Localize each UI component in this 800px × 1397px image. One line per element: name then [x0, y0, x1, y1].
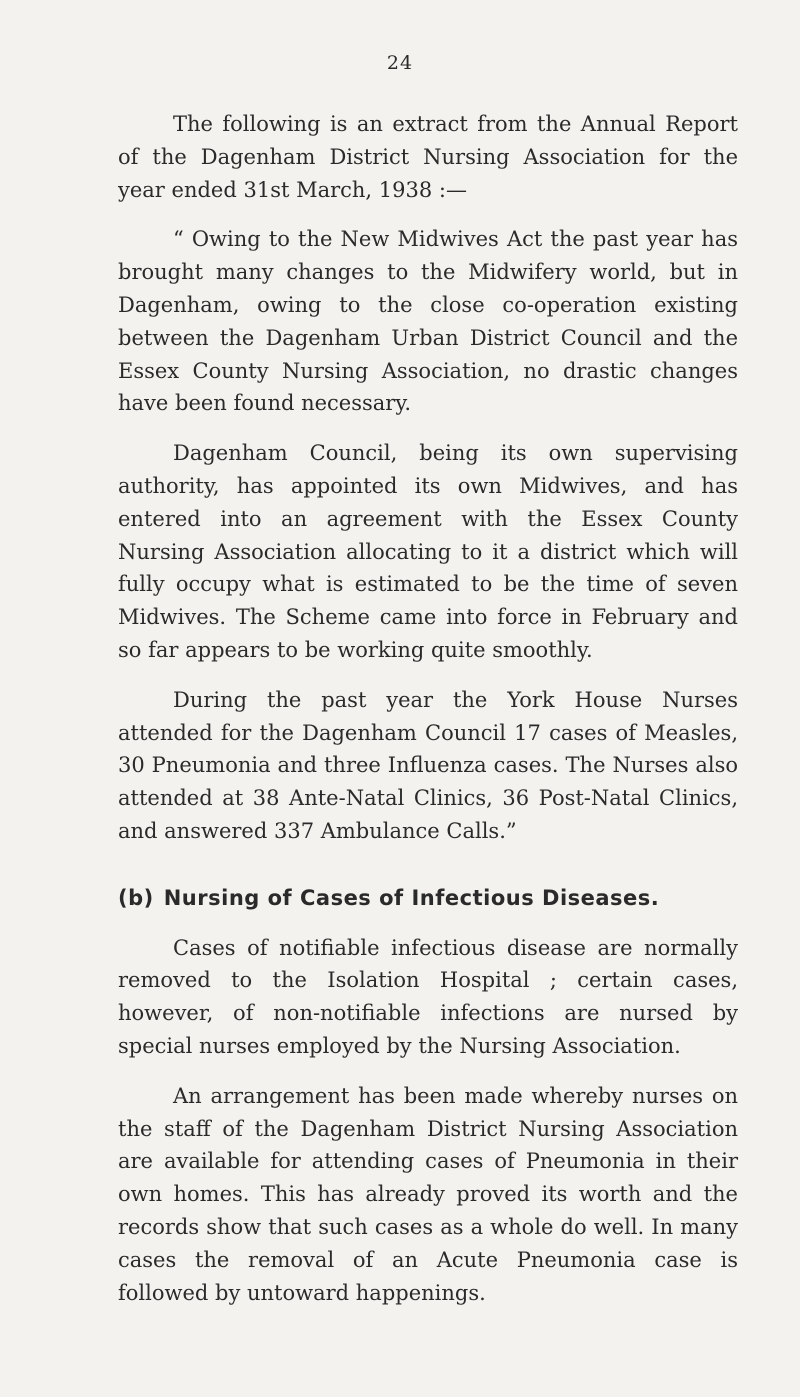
body-text	[118, 108, 738, 1309]
quote-paragraph-2: Dagenham Council, being its own supervising authority, has appointed its own Midwives, and has entered into an agreement with the Essex County Nursing Association allocating to it a district which will fully occupy what is estimated to be the time of seven Midwives. The Scheme came into force in February and so far appears to be working quite smoothly.	[118, 441, 738, 662]
section-label: (b)	[118, 885, 154, 910]
page-number: 24	[386, 52, 414, 74]
section-paragraph-2: An arrangement has been made whereby nurses on the staff of the Dagenham District Nursing Association are available for attending cases of Pneumonia in their own homes. This has already proved its worth and the records show that such cases as a whole do well. In many cases the removal of an Acute Pneumonia case is followed by untoward happenings.	[118, 1083, 738, 1305]
quote-paragraph-1: “ Owing to the New Midwives Act the past year has brought many changes to the Midwifery world, but in Dagenham, owing to the close co-operation existing between the Dagenham Urban District Council and the Essex County Nursing Association, no drastic changes have been found necessary.	[118, 227, 738, 416]
section-heading	[118, 882, 738, 915]
intro-paragraph: The following is an extract from the Annual Report of the Dagenham District Nursing Association for the year ended 31st March, 1938 :—	[118, 112, 738, 202]
section-paragraph-1: Cases of notifiable infectious disease are normally removed to the Isolation Hospital ; certain cases, however, of non-notifiable infections are nursed by special nurses employed by the Nursing Association.	[118, 935, 738, 1058]
section-title: Nursing of Cases of Infectious Diseases.	[163, 885, 660, 910]
quote-paragraph-3: During the past year the York House Nurses attended for the Dagenham Council 17 cases of Measles, 30 Pneumonia and three Influenza cases. The Nurses also attended at 38 Ante-Natal Clinics, 36 Post-Natal Clinics, and answered 337 Ambulance Calls.”	[118, 687, 738, 843]
